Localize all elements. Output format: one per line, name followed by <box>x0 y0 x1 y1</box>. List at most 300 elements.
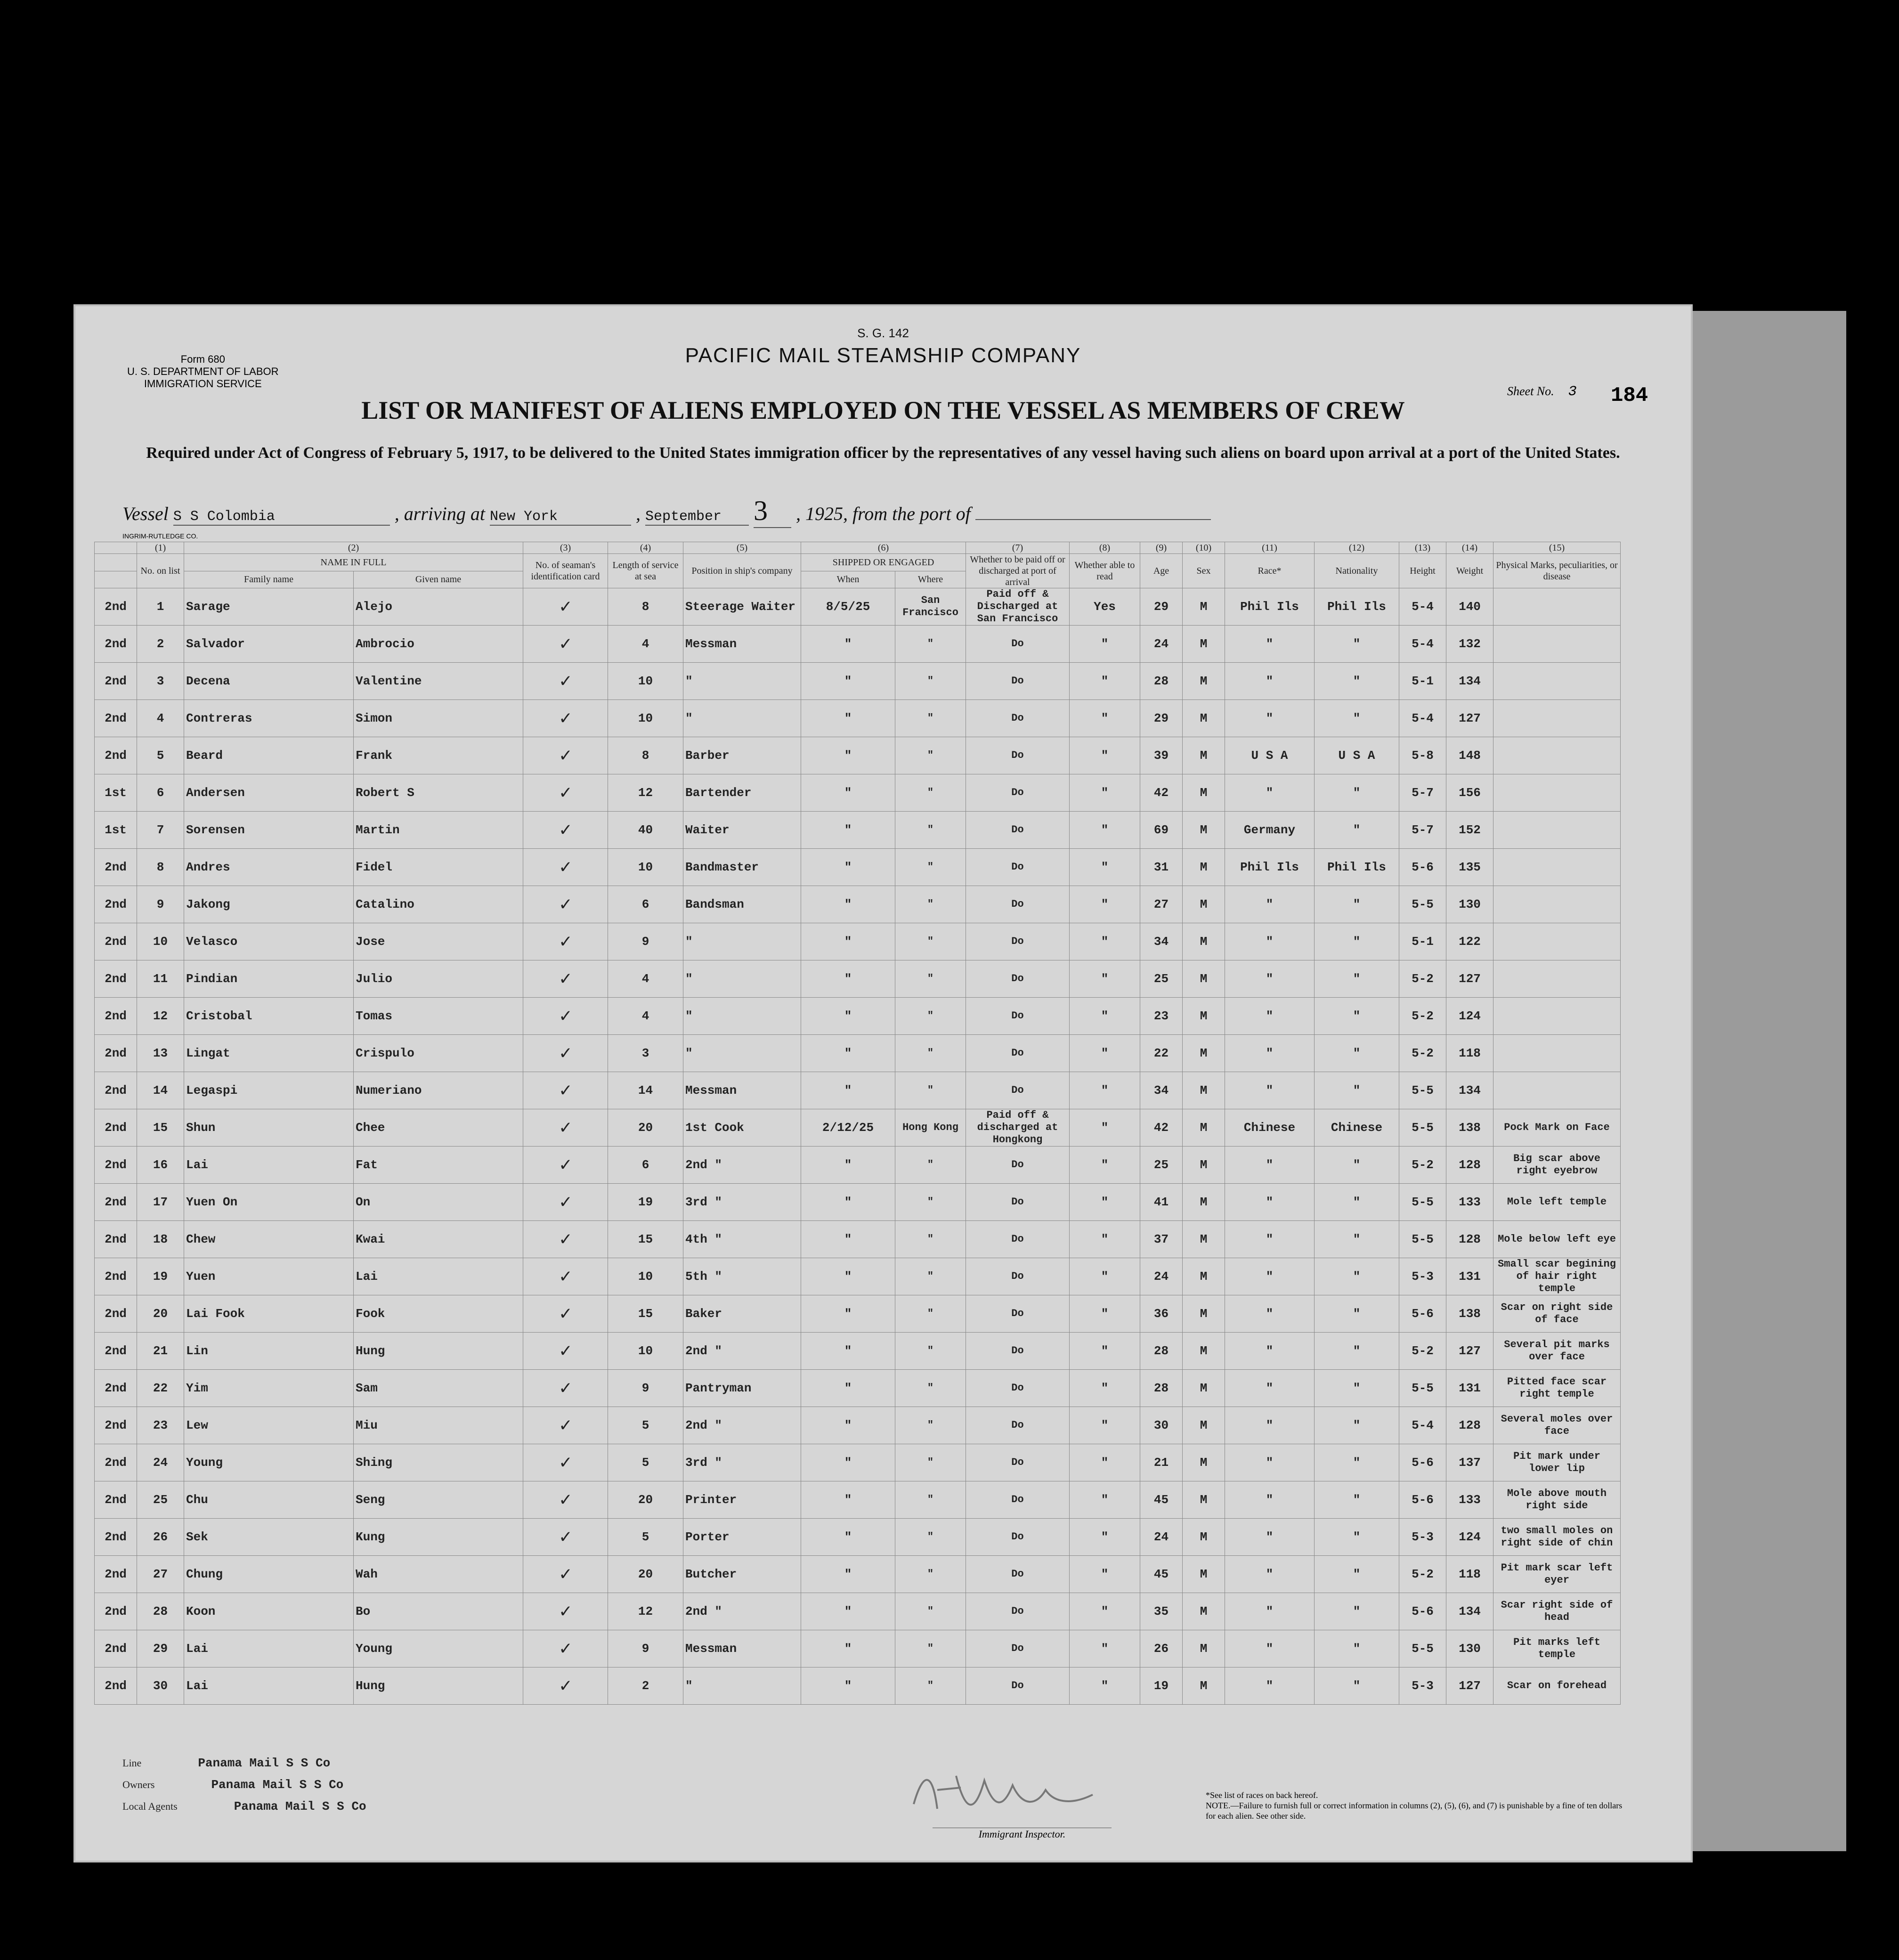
cell-marks <box>1493 923 1621 960</box>
cell-race: Phil Ils <box>1225 849 1315 886</box>
cell-where: " <box>895 737 966 774</box>
header-position: Position in ship's company <box>683 554 801 588</box>
cell-given: Seng <box>354 1481 523 1519</box>
cell-weight: 131 <box>1446 1258 1493 1295</box>
cell-sex: M <box>1183 1184 1225 1221</box>
cell-card: ✓ <box>523 1147 608 1184</box>
cell-no: 24 <box>137 1444 184 1481</box>
cell-given: Numeriano <box>354 1072 523 1109</box>
cell-no: 9 <box>137 886 184 923</box>
cell-read: " <box>1070 1593 1140 1630</box>
owners-label: Owners <box>122 1779 155 1790</box>
header-given: Given name <box>354 571 523 588</box>
cell-where: San Francisco <box>895 588 966 626</box>
cell-given: Robert S <box>354 774 523 812</box>
cell-no: 5 <box>137 737 184 774</box>
cell-family: Chew <box>184 1221 354 1258</box>
cell-marks <box>1493 812 1621 849</box>
cell-given: Jose <box>354 923 523 960</box>
header-length: Length of service at sea <box>608 554 683 588</box>
cell-given: Martin <box>354 812 523 849</box>
cell-cls: 2nd <box>95 1184 137 1221</box>
cell-nat: " <box>1315 1072 1399 1109</box>
cell-marks <box>1493 774 1621 812</box>
cell-cls: 2nd <box>95 1444 137 1481</box>
cell-nat: " <box>1315 774 1399 812</box>
cell-read: " <box>1070 774 1140 812</box>
cell-card: ✓ <box>523 1667 608 1705</box>
cell-race: " <box>1225 1407 1315 1444</box>
cell-length: 10 <box>608 1258 683 1295</box>
cell-length: 12 <box>608 1593 683 1630</box>
cell-weight: 140 <box>1446 588 1493 626</box>
cell-race: " <box>1225 1184 1315 1221</box>
cell-read: " <box>1070 849 1140 886</box>
cell-sex: M <box>1183 886 1225 923</box>
cell-paid: Do <box>966 1072 1070 1109</box>
cell-nat: " <box>1315 1221 1399 1258</box>
cell-when: " <box>801 1593 895 1630</box>
cell-length: 10 <box>608 1333 683 1370</box>
cell-nat: " <box>1315 1630 1399 1667</box>
cell-read: " <box>1070 1444 1140 1481</box>
cell-age: 41 <box>1140 1184 1183 1221</box>
cell-family: Chung <box>184 1556 354 1593</box>
cell-no: 7 <box>137 812 184 849</box>
cell-marks <box>1493 737 1621 774</box>
cell-height: 5-5 <box>1399 1184 1446 1221</box>
cell-when: " <box>801 774 895 812</box>
cell-weight: 131 <box>1446 1370 1493 1407</box>
cell-given: Wah <box>354 1556 523 1593</box>
cell-age: 28 <box>1140 1370 1183 1407</box>
cell-race: " <box>1225 700 1315 737</box>
table-row <box>95 1667 1621 1705</box>
cell-height: 5-2 <box>1399 998 1446 1035</box>
cell-length: 20 <box>608 1109 683 1147</box>
cell-card: ✓ <box>523 588 608 626</box>
cell-no: 22 <box>137 1370 184 1407</box>
cell-family: Lai Fook <box>184 1295 354 1333</box>
cell-length: 12 <box>608 774 683 812</box>
cell-when: " <box>801 1630 895 1667</box>
cell-height: 5-3 <box>1399 1667 1446 1705</box>
cell-family: Cristobal <box>184 998 354 1035</box>
cell-when: " <box>801 1407 895 1444</box>
cell-age: 39 <box>1140 737 1183 774</box>
cell-weight: 130 <box>1446 886 1493 923</box>
cell-age: 37 <box>1140 1221 1183 1258</box>
cell-position: " <box>683 700 801 737</box>
cell-length: 6 <box>608 1147 683 1184</box>
cell-position: 4th " <box>683 1221 801 1258</box>
cell-weight: 127 <box>1446 1333 1493 1370</box>
crew-rows <box>95 588 1621 1705</box>
sheet-edge <box>1691 311 1846 1851</box>
cell-given: Frank <box>354 737 523 774</box>
cell-length: 9 <box>608 1370 683 1407</box>
cell-paid: Do <box>966 737 1070 774</box>
cell-when: " <box>801 998 895 1035</box>
cell-nat: Phil Ils <box>1315 588 1399 626</box>
cell-marks: Scar on forehead <box>1493 1667 1621 1705</box>
cell-position: 2nd " <box>683 1333 801 1370</box>
table-row <box>95 886 1621 923</box>
cell-read: " <box>1070 886 1140 923</box>
cell-when: " <box>801 1072 895 1109</box>
cell-no: 25 <box>137 1481 184 1519</box>
cell-cls: 2nd <box>95 700 137 737</box>
cell-when: " <box>801 1258 895 1295</box>
cell-age: 21 <box>1140 1444 1183 1481</box>
cell-nat: " <box>1315 886 1399 923</box>
cell-when: " <box>801 1333 895 1370</box>
cell-weight: 127 <box>1446 1667 1493 1705</box>
cell-race: " <box>1225 1035 1315 1072</box>
cell-no: 21 <box>137 1333 184 1370</box>
cell-sex: M <box>1183 998 1225 1035</box>
cell-when: " <box>801 1370 895 1407</box>
cell-given: Shing <box>354 1444 523 1481</box>
cell-read: " <box>1070 1035 1140 1072</box>
cell-where: " <box>895 1630 966 1667</box>
cell-cls: 2nd <box>95 998 137 1035</box>
cell-nat: " <box>1315 923 1399 960</box>
cell-height: 5-5 <box>1399 1109 1446 1147</box>
cell-no: 23 <box>137 1407 184 1444</box>
cell-family: Pindian <box>184 960 354 998</box>
cell-race: " <box>1225 1147 1315 1184</box>
cell-race: " <box>1225 960 1315 998</box>
cell-card: ✓ <box>523 998 608 1035</box>
cell-where: " <box>895 1667 966 1705</box>
sheet-number <box>1507 384 1577 400</box>
cell-given: Hung <box>354 1667 523 1705</box>
cell-where: " <box>895 960 966 998</box>
arrival-port: New York <box>490 509 631 526</box>
cell-age: 26 <box>1140 1630 1183 1667</box>
cell-marks <box>1493 849 1621 886</box>
cell-position: Baker <box>683 1295 801 1333</box>
table-row <box>95 1593 1621 1630</box>
cell-weight: 118 <box>1446 1035 1493 1072</box>
cell-nat: " <box>1315 663 1399 700</box>
cell-no: 17 <box>137 1184 184 1221</box>
cell-race: " <box>1225 1444 1315 1481</box>
cell-sex: M <box>1183 1221 1225 1258</box>
cell-family: Beard <box>184 737 354 774</box>
cell-where: " <box>895 1072 966 1109</box>
cell-cls: 2nd <box>95 1333 137 1370</box>
header-read: Whether able to read <box>1070 554 1140 588</box>
form-number: Form 680 <box>180 353 225 365</box>
cell-race: " <box>1225 1481 1315 1519</box>
table-row <box>95 774 1621 812</box>
cell-cls: 2nd <box>95 960 137 998</box>
cell-no: 27 <box>137 1556 184 1593</box>
cell-cls: 2nd <box>95 1072 137 1109</box>
cell-where: " <box>895 1593 966 1630</box>
cell-age: 23 <box>1140 998 1183 1035</box>
cell-paid: Do <box>966 1258 1070 1295</box>
cell-nat: " <box>1315 1444 1399 1481</box>
cell-where: " <box>895 663 966 700</box>
cell-age: 28 <box>1140 663 1183 700</box>
cell-given: Lai <box>354 1258 523 1295</box>
cell-race: " <box>1225 998 1315 1035</box>
cell-card: ✓ <box>523 849 608 886</box>
cell-family: Salvador <box>184 626 354 663</box>
cell-given: Young <box>354 1630 523 1667</box>
department: U. S. DEPARTMENT OF LABOR <box>127 366 279 377</box>
crew-table <box>94 542 1621 1705</box>
cell-length: 10 <box>608 663 683 700</box>
cell-paid: Do <box>966 1593 1070 1630</box>
cell-marks <box>1493 1035 1621 1072</box>
cell-where: " <box>895 849 966 886</box>
table-row <box>95 1184 1621 1221</box>
header-where: Where <box>895 571 966 588</box>
cell-weight: 128 <box>1446 1147 1493 1184</box>
owners-value: Panama Mail S S Co <box>211 1778 344 1792</box>
cell-marks: Scar on right side of face <box>1493 1295 1621 1333</box>
cell-length: 5 <box>608 1519 683 1556</box>
cell-marks: Several moles over face <box>1493 1407 1621 1444</box>
table-row <box>95 1519 1621 1556</box>
cell-age: 45 <box>1140 1481 1183 1519</box>
cell-nat: " <box>1315 1258 1399 1295</box>
cell-marks: Mole left temple <box>1493 1184 1621 1221</box>
cell-position: 3rd " <box>683 1184 801 1221</box>
cell-height: 5-1 <box>1399 923 1446 960</box>
cell-read: " <box>1070 1295 1140 1333</box>
cell-marks: Pit mark under lower lip <box>1493 1444 1621 1481</box>
cell-card: ✓ <box>523 1519 608 1556</box>
cell-paid: Do <box>966 1444 1070 1481</box>
table-row <box>95 1295 1621 1333</box>
cell-sex: M <box>1183 1295 1225 1333</box>
cell-position: Printer <box>683 1481 801 1519</box>
cell-cls: 2nd <box>95 1519 137 1556</box>
cell-weight: 127 <box>1446 700 1493 737</box>
cell-read: " <box>1070 812 1140 849</box>
cell-read: " <box>1070 1221 1140 1258</box>
cell-where: " <box>895 923 966 960</box>
cell-sex: M <box>1183 774 1225 812</box>
cell-when: " <box>801 663 895 700</box>
cell-where: " <box>895 1258 966 1295</box>
cell-when: " <box>801 849 895 886</box>
cell-family: Lingat <box>184 1035 354 1072</box>
cell-no: 10 <box>137 923 184 960</box>
header-age: Age <box>1140 554 1183 588</box>
cell-when: " <box>801 1556 895 1593</box>
cell-position: Barber <box>683 737 801 774</box>
header-name: NAME IN FULL <box>184 554 523 571</box>
cell-height: 5-2 <box>1399 1333 1446 1370</box>
cell-family: Legaspi <box>184 1072 354 1109</box>
cell-nat: " <box>1315 1295 1399 1333</box>
cell-cls: 2nd <box>95 1556 137 1593</box>
cell-sex: M <box>1183 960 1225 998</box>
cell-read: " <box>1070 1667 1140 1705</box>
cell-position: Bartender <box>683 774 801 812</box>
cell-height: 5-4 <box>1399 700 1446 737</box>
cell-age: 69 <box>1140 812 1183 849</box>
cell-nat: " <box>1315 1556 1399 1593</box>
cell-cls: 2nd <box>95 663 137 700</box>
cell-card: ✓ <box>523 1184 608 1221</box>
cell-read: " <box>1070 998 1140 1035</box>
cell-height: 5-7 <box>1399 774 1446 812</box>
cell-marks <box>1493 700 1621 737</box>
cell-age: 45 <box>1140 1556 1183 1593</box>
cell-read: " <box>1070 700 1140 737</box>
cell-cls: 2nd <box>95 1295 137 1333</box>
cell-read: " <box>1070 1109 1140 1147</box>
cell-age: 42 <box>1140 1109 1183 1147</box>
cell-sex: M <box>1183 1556 1225 1593</box>
line-label: Line <box>122 1757 142 1769</box>
cell-height: 5-6 <box>1399 1444 1446 1481</box>
cell-length: 8 <box>608 737 683 774</box>
cell-position: Messman <box>683 626 801 663</box>
cell-no: 3 <box>137 663 184 700</box>
cell-paid: Do <box>966 1556 1070 1593</box>
cell-height: 5-1 <box>1399 663 1446 700</box>
cell-family: Yuen <box>184 1258 354 1295</box>
cell-when: 2/12/25 <box>801 1109 895 1147</box>
cell-cls: 2nd <box>95 1147 137 1184</box>
cell-weight: 134 <box>1446 663 1493 700</box>
cell-height: 5-6 <box>1399 1481 1446 1519</box>
cell-age: 29 <box>1140 588 1183 626</box>
cell-position: 2nd " <box>683 1407 801 1444</box>
cell-family: Chu <box>184 1481 354 1519</box>
cell-length: 9 <box>608 1630 683 1667</box>
cell-read: " <box>1070 626 1140 663</box>
cell-when: " <box>801 1035 895 1072</box>
header-sex: Sex <box>1183 554 1225 588</box>
cell-paid: Do <box>966 1519 1070 1556</box>
cell-position: Bandsman <box>683 886 801 923</box>
column-number-row: (1) (2) (3) (4) (5) (6) (7) (8) (9) (10) (11) (12) (13) (14) (15) <box>95 542 1621 554</box>
table-row <box>95 1630 1621 1667</box>
cell-height: 5-6 <box>1399 1593 1446 1630</box>
cell-no: 29 <box>137 1630 184 1667</box>
cell-card: ✓ <box>523 663 608 700</box>
cell-position: " <box>683 663 801 700</box>
cell-marks: Scar right side of head <box>1493 1593 1621 1630</box>
cell-read: " <box>1070 1556 1140 1593</box>
cell-marks: two small moles on right side of chin <box>1493 1519 1621 1556</box>
cell-weight: 124 <box>1446 1519 1493 1556</box>
inspector-signature <box>904 1762 1102 1823</box>
cell-marks: Pock Mark on Face <box>1493 1109 1621 1147</box>
cell-length: 4 <box>608 998 683 1035</box>
table-row <box>95 849 1621 886</box>
cell-age: 31 <box>1140 849 1183 886</box>
cell-length: 4 <box>608 960 683 998</box>
cell-given: Chee <box>354 1109 523 1147</box>
cell-marks: Pit mark scar left eyer <box>1493 1556 1621 1593</box>
inspector-label: Immigrant Inspector. <box>933 1828 1112 1840</box>
sheet-value: 3 <box>1568 384 1577 400</box>
cell-where: " <box>895 774 966 812</box>
cell-no: 18 <box>137 1221 184 1258</box>
cell-cls: 2nd <box>95 849 137 886</box>
cell-marks: Pitted face scar right temple <box>1493 1370 1621 1407</box>
cell-given: Sam <box>354 1370 523 1407</box>
cell-cls: 2nd <box>95 1109 137 1147</box>
cell-read: " <box>1070 663 1140 700</box>
cell-given: On <box>354 1184 523 1221</box>
cell-family: Lai <box>184 1147 354 1184</box>
cell-where: " <box>895 1444 966 1481</box>
cell-paid: Do <box>966 849 1070 886</box>
cell-where: " <box>895 998 966 1035</box>
cell-card: ✓ <box>523 1221 608 1258</box>
cell-given: Valentine <box>354 663 523 700</box>
agents-value: Panama Mail S S Co <box>234 1799 366 1814</box>
cell-given: Ambrocio <box>354 626 523 663</box>
cell-cls: 2nd <box>95 1370 137 1407</box>
cell-cls: 2nd <box>95 737 137 774</box>
cell-nat: " <box>1315 1333 1399 1370</box>
cell-read: " <box>1070 1407 1140 1444</box>
cell-where: " <box>895 1519 966 1556</box>
cell-race: " <box>1225 1370 1315 1407</box>
cell-position: Messman <box>683 1630 801 1667</box>
cell-marks <box>1493 886 1621 923</box>
cell-paid: Do <box>966 1184 1070 1221</box>
cell-read: " <box>1070 923 1140 960</box>
cell-weight: 128 <box>1446 1407 1493 1444</box>
cell-when: " <box>801 1667 895 1705</box>
cell-no: 30 <box>137 1667 184 1705</box>
cell-family: Lai <box>184 1630 354 1667</box>
cell-length: 10 <box>608 849 683 886</box>
cell-no: 19 <box>137 1258 184 1295</box>
cell-given: Tomas <box>354 998 523 1035</box>
page-number: 184 <box>1611 384 1648 407</box>
cell-nat: " <box>1315 1147 1399 1184</box>
footer <box>122 1752 366 1817</box>
table-row <box>95 1444 1621 1481</box>
cell-when: " <box>801 960 895 998</box>
requirement-text: Required under Act of Congress of February 5, 1917, to be delivered to the United States immigration officer by the representatives of any vessel having such aliens on board upon arrival at a port of the United States. <box>146 444 1620 462</box>
cell-race: " <box>1225 1556 1315 1593</box>
cell-age: 34 <box>1140 1072 1183 1109</box>
from-port-label: from the port of <box>852 503 971 524</box>
cell-read: " <box>1070 1147 1140 1184</box>
cell-weight: 128 <box>1446 1221 1493 1258</box>
footer-note <box>1206 1790 1630 1821</box>
cell-paid: Do <box>966 1630 1070 1667</box>
cell-length: 8 <box>608 588 683 626</box>
cell-position: Steerage Waiter <box>683 588 801 626</box>
cell-height: 5-2 <box>1399 960 1446 998</box>
cell-position: Butcher <box>683 1556 801 1593</box>
cell-marks: Mole above mouth right side <box>1493 1481 1621 1519</box>
cell-family: Jakong <box>184 886 354 923</box>
cell-when: " <box>801 812 895 849</box>
cell-cls: 2nd <box>95 1407 137 1444</box>
cell-given: Crispulo <box>354 1035 523 1072</box>
sg-number: S. G. 142 <box>857 326 909 340</box>
agents-label: Local Agents <box>122 1800 178 1812</box>
cell-family: Shun <box>184 1109 354 1147</box>
